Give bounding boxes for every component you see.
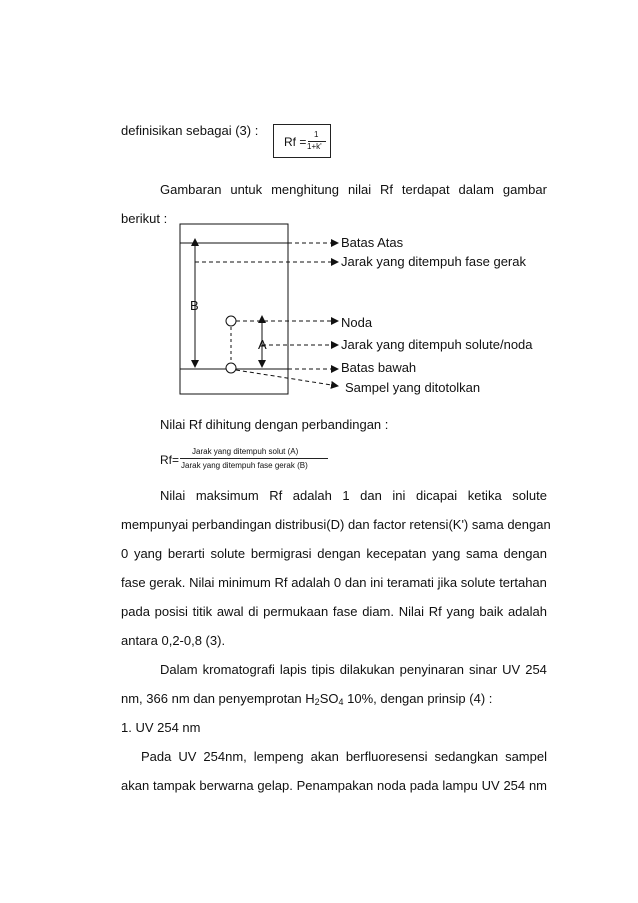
para4-line2: nm, 366 nm dan penyemprotan $H_2SO_4$ 10%, dengan prinsip (4) : [121, 691, 493, 707]
para5-line2: akan tampak berwarna gelap. Penampakan noda pada lampu UV 254 nm [121, 778, 547, 793]
rf-formula-denominator: 1+k' [307, 142, 322, 151]
arrow-sampel [236, 370, 338, 386]
rf-formula-prefix: Rf = [284, 135, 307, 149]
label-b: B [190, 298, 199, 313]
definition-label: definisikan sebagai (3) : [121, 123, 259, 138]
para3-line1: Nilai maksimum Rf adalah 1 dan ini dicapai ketika solute [160, 488, 547, 503]
para1-line2: berikut : [121, 211, 168, 226]
noda-spot [226, 316, 236, 326]
para1-line1: Gambaran untuk menghitung nilai Rf terdapat dalam gambar [160, 182, 547, 197]
rf-ratio-prefix: Rf= [160, 453, 180, 467]
para5-line1: Pada UV 254nm, lempeng akan berfluoresensi sedangkan sampel [141, 749, 547, 764]
para4-line1: Dalam kromatografi lapis tipis dilakukan penyinaran sinar UV 254 [160, 662, 547, 677]
label-jarak-fase-gerak: Jarak yang ditempuh fase gerak [341, 254, 526, 269]
sample-spot [226, 363, 236, 373]
rf-ratio-fraction-line [180, 458, 328, 459]
para3-line3: 0 yang berarti solute bermigrasi dengan kecepatan yang sama dengan [121, 546, 547, 561]
label-jarak-solute: Jarak yang ditempuh solute/noda [341, 337, 533, 352]
para3-line5: pada posisi titik awal di permukaan fase diam. Nilai Rf yang baik adalah [121, 604, 547, 619]
para3-line2: mempunyai perbandingan distribusi(D) dan factor retensi(K') sama dengan [121, 517, 551, 532]
para2-intro: Nilai Rf dihitung dengan perbandingan : [160, 417, 389, 432]
para3-line4: fase gerak. Nilai minimum Rf adalah 0 dan ini teramati jika solute tertahan [121, 575, 547, 590]
rf-formula-numerator: 1 [314, 130, 319, 139]
list-item-uv254: 1. UV 254 nm [121, 720, 201, 735]
para3-last: antara 0,2-0,8 (3). [121, 633, 226, 648]
label-sampel: Sampel yang ditotolkan [345, 380, 481, 395]
label-noda: Noda [341, 315, 373, 330]
label-batas-bawah: Batas bawah [341, 360, 417, 375]
label-a: A [258, 337, 267, 352]
rf-ratio-denominator: Jarak yang ditempuh fase gerak (B) [181, 461, 308, 470]
label-batas-atas: Batas Atas [341, 235, 404, 250]
rf-ratio-numerator: Jarak yang ditempuh solut (A) [192, 447, 299, 456]
